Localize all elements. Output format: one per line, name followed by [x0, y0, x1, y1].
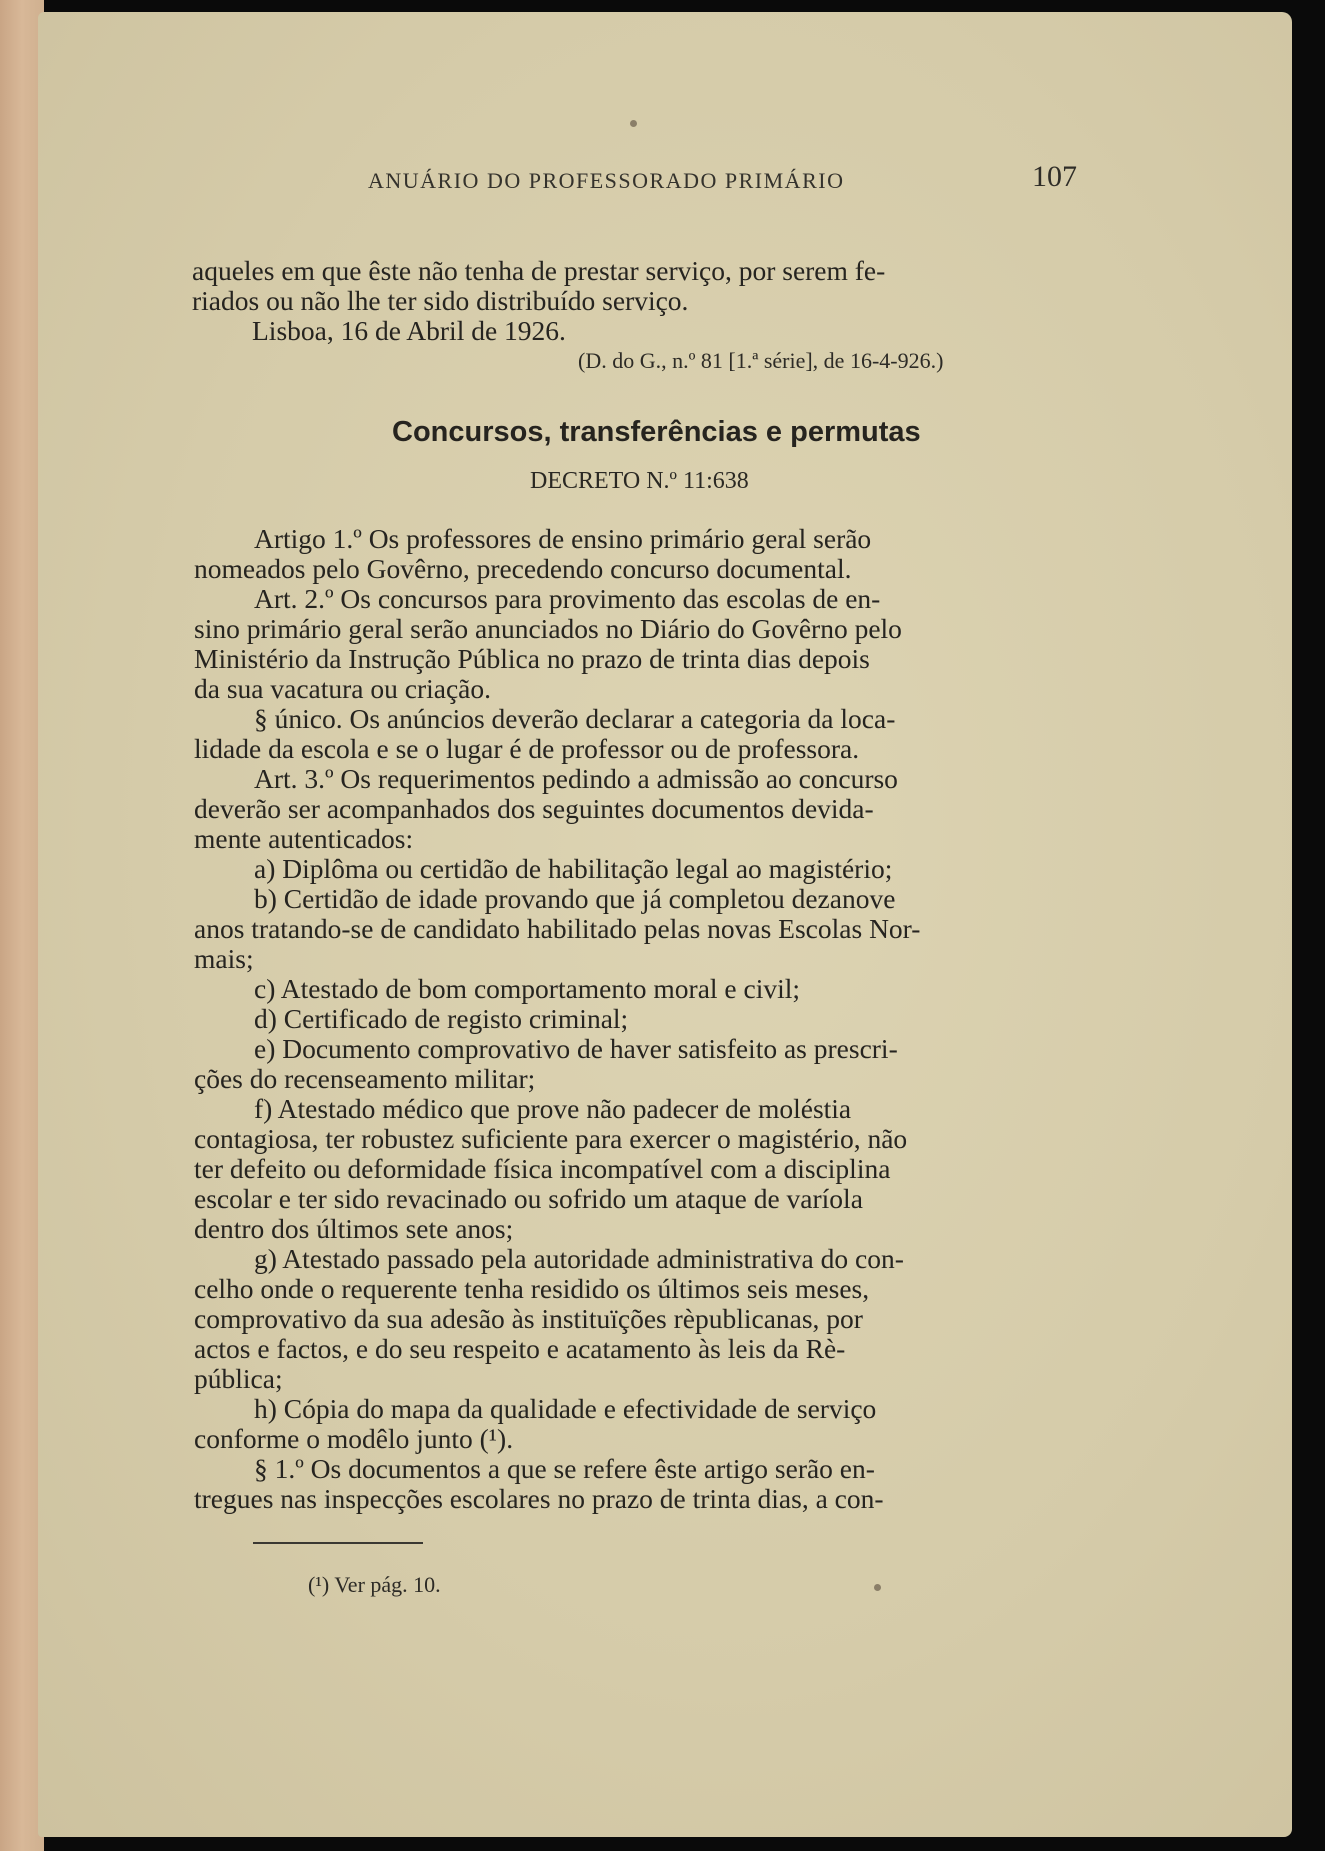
text-line: dentro dos últimos sete anos; [194, 1213, 514, 1244]
paper-speck [874, 1584, 881, 1591]
text-line: Ministério da Instrução Pública no prazo de trinta dias depois [194, 643, 870, 674]
intro-paragraph [192, 256, 1092, 346]
text-line: Artigo 1.º Os professores de ensino primário geral serão [254, 523, 872, 554]
text-line: g) Atestado passado pela autoridade administrativa do con- [254, 1243, 904, 1274]
text-line: ções do recenseamento militar; [194, 1063, 536, 1094]
section-title: Concursos, transferências e permutas [392, 416, 921, 448]
text-line: b) Certidão de idade provando que já completou dezanove [254, 883, 896, 914]
decree-number: DECRETO N.º 11:638 [530, 468, 749, 494]
text-line: da sua vacatura ou criação. [194, 673, 491, 704]
page-number: 107 [1032, 160, 1077, 193]
text-line: sino primário geral serão anunciados no Diário do Govêrno pelo [194, 613, 902, 644]
decree-body [194, 524, 1094, 1514]
text-line: comprovativo da sua adesão às instituïções rèpublicanas, por [194, 1303, 863, 1334]
text-line: f) Atestado médico que prove não padecer de moléstia [254, 1093, 852, 1124]
text-line: mente autenticados: [194, 823, 414, 854]
text-line: Art. 3.º Os requerimentos pedindo a admissão ao concurso [254, 763, 898, 794]
text-line: celho onde o requerente tenha residido os últimos seis meses, [194, 1273, 870, 1304]
text-line: § 1.º Os documentos a que se refere êste artigo serão en- [254, 1453, 875, 1484]
text-line: mais; [194, 943, 254, 974]
text-line: § único. Os anúncios deverão declarar a categoria da loca- [254, 703, 896, 734]
paper-speck [630, 120, 637, 127]
text-line: d) Certificado de registo criminal; [254, 1003, 629, 1034]
footnote: (¹) Ver pág. 10. [308, 1572, 441, 1597]
text-line: tregues nas inspecções escolares no prazo de trinta dias, a con- [194, 1483, 884, 1514]
text-line: riados ou não lhe ter sido distribuído serviço. [192, 285, 689, 316]
running-head: ANUÁRIO DO PROFESSORADO PRIMÁRIO [368, 168, 845, 193]
text-line: a) Diplôma ou certidão de habilitação legal ao magistério; [254, 853, 893, 884]
text-line: Lisboa, 16 de Abril de 1926. [252, 315, 566, 346]
text-line: Art. 2.º Os concursos para provimento das escolas de en- [254, 583, 881, 614]
citation: (D. do G., n.º 81 [1.ª série], de 16-4-926.) [578, 348, 944, 373]
text-line: nomeados pelo Govêrno, precedendo concurso documental. [194, 553, 852, 584]
text-line: escolar e ter sido revacinado ou sofrido um ataque de varíola [194, 1183, 863, 1214]
text-line: actos e factos, e do seu respeito e acatamento às leis da Rè- [194, 1333, 846, 1364]
footnote-rule [253, 1542, 423, 1544]
text-line: ter defeito ou deformidade física incompatível com a disciplina [194, 1153, 891, 1184]
text-line: contagiosa, ter robustez suficiente para exercer o magistério, não [194, 1123, 908, 1154]
text-line: c) Atestado de bom comportamento moral e civil; [254, 973, 801, 1004]
document-page [38, 12, 1292, 1837]
text-line: aqueles em que êste não tenha de prestar serviço, por serem fe- [192, 255, 886, 286]
text-line: conforme o modêlo junto (¹). [194, 1423, 514, 1454]
text-line: lidade da escola e se o lugar é de professor ou de professora. [194, 733, 860, 764]
text-line: pública; [194, 1363, 283, 1394]
text-line: deverão ser acompanhados dos seguintes documentos devida- [194, 793, 874, 824]
text-line: h) Cópia do mapa da qualidade e efectividade de serviço [254, 1393, 877, 1424]
text-line: anos tratando-se de candidato habilitado pelas novas Escolas Nor- [194, 913, 921, 944]
text-line: e) Documento comprovativo de haver satisfeito as prescri- [254, 1033, 898, 1064]
